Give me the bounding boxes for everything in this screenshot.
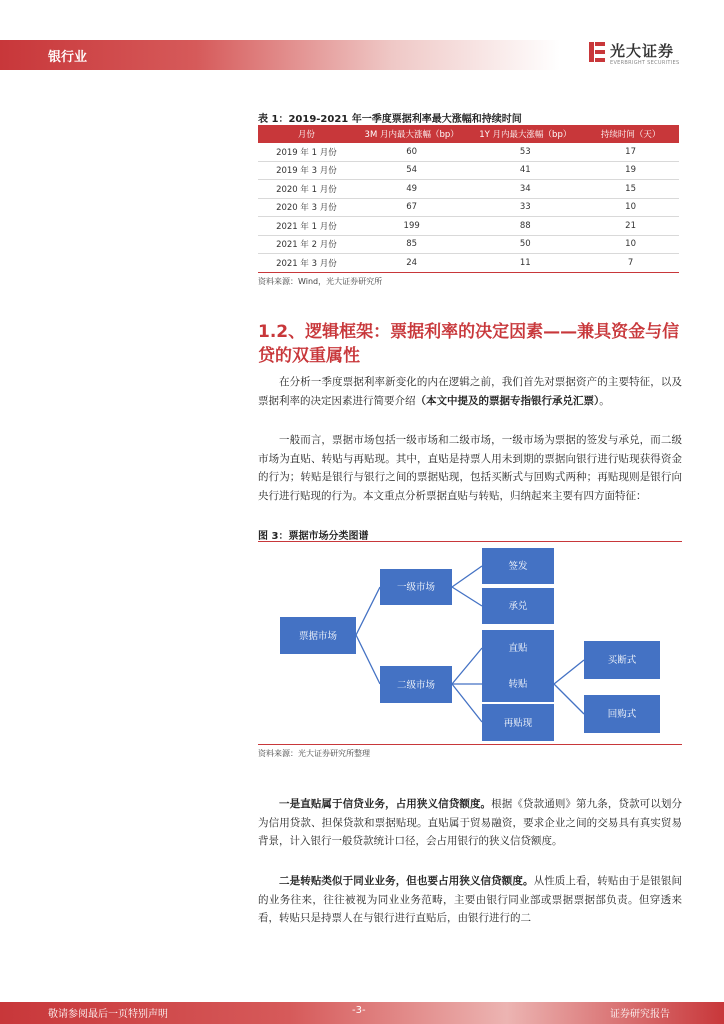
paragraph-4-bold: 二是转贴类似于同业业务，但也要占用狭义信贷额度。 <box>279 875 534 887</box>
node-buyout <box>584 641 660 679</box>
header-band <box>0 40 560 70</box>
market-classification-diagram <box>258 540 682 745</box>
table-cell: 41 <box>468 161 582 180</box>
table-row <box>258 198 679 217</box>
node-root-label: 票据市场 <box>298 631 338 642</box>
edge-root-secondary <box>356 635 380 684</box>
table-cell: 34 <box>468 180 582 199</box>
node-secondary-label: 二级市场 <box>396 680 436 691</box>
node-accept-label: 承兑 <box>508 601 528 612</box>
paragraph-1 <box>258 373 682 410</box>
table-cell: 67 <box>355 198 469 217</box>
table-cell: 85 <box>355 235 469 254</box>
table-cell: 17 <box>582 143 679 161</box>
paragraph-4-text: 从性质上看，转贴由于是银银间的业务往来，往往被视为同业业务范畴，主要由银行同业部或票据票据部负责。但穿透来看，转贴只是持票人在与银行进行直贴后，由银行进行的二 <box>258 875 682 924</box>
table-row <box>258 254 679 273</box>
node-transfer-label: 转贴 <box>508 679 528 690</box>
table-header-cell: 3M 月内最大涨幅（bp） <box>355 125 469 143</box>
node-rediscount <box>482 704 554 741</box>
node-root <box>280 617 356 654</box>
table-cell: 11 <box>468 254 582 273</box>
table-cell: 53 <box>468 143 582 161</box>
table-row <box>258 180 679 199</box>
node-rediscount-label: 再贴现 <box>503 718 533 729</box>
paragraph-1-bold: （本文中提及的票据专指银行承兑汇票） <box>415 394 600 407</box>
table-cell: 24 <box>355 254 469 273</box>
data-table <box>258 125 679 273</box>
brand-logo <box>588 40 688 70</box>
footer-disclaimer: 敬请参阅最后一页特别声明 <box>48 1009 168 1020</box>
node-repo-label: 回购式 <box>607 709 637 720</box>
paragraph-4 <box>258 872 682 928</box>
table-cell: 2020 年 3 月份 <box>258 198 355 217</box>
footer-report-type: 证券研究报告 <box>610 1009 670 1020</box>
paragraph-3-bold: 一是直贴属于信贷业务，占用狭义信贷额度。 <box>279 798 492 810</box>
edge-root-primary <box>356 587 380 635</box>
table-title: 表 1：2019-2021 年一季度票据利率最大涨幅和持续时间 <box>258 114 522 125</box>
table-source: 资料来源：Wind，光大证券研究所 <box>258 277 383 286</box>
table-cell: 10 <box>582 198 679 217</box>
section-tag: 银行业 <box>48 50 88 65</box>
brand-name: 光大证券 <box>610 42 675 60</box>
node-primary <box>380 569 452 605</box>
table-cell: 199 <box>355 217 469 236</box>
node-accept <box>482 588 554 624</box>
table-cell: 2021 年 1 月份 <box>258 217 355 236</box>
table-row <box>258 161 679 180</box>
table-cell: 7 <box>582 254 679 273</box>
paragraph-1-text: 在分析一季度票据利率新变化的内在逻辑之前，我们首先对票据资产的主要特征，以及票据利率的决定因素进行简要介绍 <box>258 376 682 407</box>
figure-bottom-rule <box>258 744 682 745</box>
node-issue-label: 签发 <box>508 561 528 572</box>
table-header-cell: 月份 <box>258 125 355 143</box>
edge-secondary-direct <box>452 648 482 684</box>
brand-logo-icon <box>588 40 606 64</box>
table-cell: 33 <box>468 198 582 217</box>
table-cell: 88 <box>468 217 582 236</box>
table-cell: 49 <box>355 180 469 199</box>
table-cell: 2020 年 1 月份 <box>258 180 355 199</box>
brand-name-en: EVERBRIGHT SECURITIES <box>610 60 680 66</box>
paragraph-1-end: 。 <box>599 394 610 407</box>
node-transfer <box>482 666 554 702</box>
node-buyout-label: 买断式 <box>607 655 637 666</box>
node-primary-label: 一级市场 <box>396 582 436 593</box>
table-header-cell: 1Y 月内最大涨幅（bp） <box>468 125 582 143</box>
edge-transfer-buyout <box>554 660 584 684</box>
section-title <box>258 320 688 368</box>
table-header-cell: 持续时间（天） <box>582 125 679 143</box>
table-cell: 2021 年 3 月份 <box>258 254 355 273</box>
paragraph-2: 一般而言，票据市场包括一级市场和二级市场，一级市场为票据的签发与承兑，而二级市场为直贴、转贴与再贴现。其中，直贴是持票人用未到期的票据向银行进行贴现获得资金的行为；转贴是银行与银行之间的票据贴现，包括买断式与回购式两种；再贴现则是银行向央行进行贴现的行为。本文重点分析票据直贴与转贴，归纳起来主要有四方面特征： <box>258 434 682 502</box>
table-cell: 60 <box>355 143 469 161</box>
edge-secondary-rediscount <box>452 684 482 722</box>
edge-transfer-repo <box>554 684 584 714</box>
table-cell: 10 <box>582 235 679 254</box>
table-cell: 2021 年 2 月份 <box>258 235 355 254</box>
section-title-line1: 1.2、逻辑框架：票据利率的决定因素——兼具资金与信 <box>258 322 680 342</box>
table-cell: 21 <box>582 217 679 236</box>
paragraph-3-text: 根据《贷款通则》第九条，贷款可以划分为信用贷款、担保贷款和票据贴现。直贴属于贸易融资，要求企业之间的交易具有真实贸易背景，计入银行一般贷款统计口径，会占用银行的狭义信贷额度。 <box>258 798 683 847</box>
figure-source: 资料来源：光大证券研究所整理 <box>258 749 370 758</box>
table-cell: 19 <box>582 161 679 180</box>
table-cell: 50 <box>468 235 582 254</box>
footer-page-number: -3- <box>352 1005 366 1016</box>
edge-primary-accept <box>452 587 482 606</box>
table-cell: 54 <box>355 161 469 180</box>
node-issue <box>482 548 554 584</box>
table-row <box>258 143 679 161</box>
node-secondary <box>380 666 452 703</box>
section-title-line2: 贷的双重属性 <box>258 346 360 366</box>
table-row <box>258 235 679 254</box>
table-row <box>258 217 679 236</box>
table-cell: 15 <box>582 180 679 199</box>
edge-primary-issue <box>452 566 482 587</box>
table-cell: 2019 年 1 月份 <box>258 143 355 161</box>
node-direct-label: 直贴 <box>508 643 528 654</box>
node-repo <box>584 695 660 733</box>
table-cell: 2019 年 3 月份 <box>258 161 355 180</box>
node-direct <box>482 630 554 666</box>
figure-title: 图 3：票据市场分类图谱 <box>258 531 369 542</box>
paragraph-3 <box>258 795 682 851</box>
